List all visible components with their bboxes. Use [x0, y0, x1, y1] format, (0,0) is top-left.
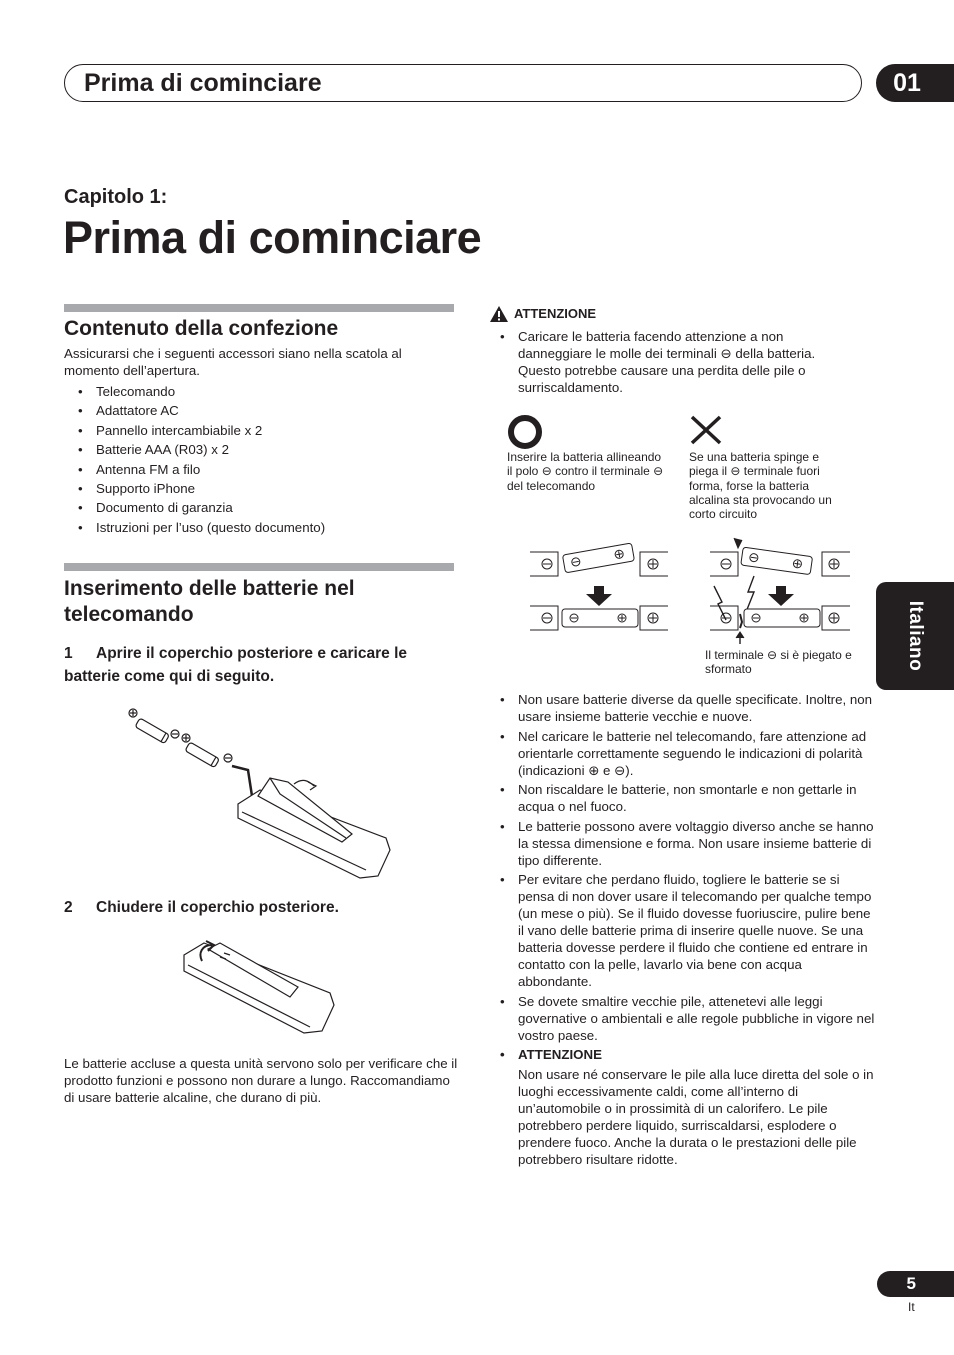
warning-icon [489, 305, 509, 323]
chapter-label: Capitolo 1: [64, 186, 168, 208]
list-item: • Adattatore AC [64, 401, 454, 420]
remote-open-illustration [120, 700, 400, 885]
section-divider [64, 304, 454, 312]
correct-mark-icon [507, 413, 547, 451]
section-divider [64, 563, 454, 571]
list-item: • Istruzioni per l’uso (questo documento) [64, 518, 454, 537]
list-item: • Caricare le batteria facendo attenzione a non danneggiare le molle dei terminali ⊖ della batteria. Questo potrebbe causare una perdita delle pile o surriscaldamento. [500, 328, 860, 396]
caution-label: ATTENZIONE [514, 306, 597, 321]
list-item: • Batterie AAA (R03) x 2 [64, 440, 454, 459]
chapter-number-badge: 01 [876, 64, 954, 102]
list-item: • Pannello intercambiabile x 2 [64, 421, 454, 440]
language-tab [876, 582, 954, 690]
wrong-caption: Se una batteria spinge e piega il ⊖ terminale fuori forma, forse la batteria alcalina sta provocando un corto circuito [689, 450, 832, 522]
wrong-mark-icon [688, 413, 728, 449]
chapter-title: Prima di cominciare [63, 212, 482, 263]
list-item: • ATTENZIONE [500, 1046, 876, 1063]
correct-caption: Inserire la batteria allineando il polo ⊖ contro il terminale ⊖ del telecomando [507, 450, 664, 493]
list-item: • Telecomando [64, 382, 454, 401]
list-item: • Documento di garanzia [64, 498, 454, 517]
list-item: • Antenna FM a filo [64, 460, 454, 479]
list-item: • Le batterie possono avere voltaggio diverso anche se hanno la stessa dimensione e forma. Non usare insieme batterie di tipo differente. [500, 818, 876, 869]
batteries-footnote: Le batterie accluse a questa unità servono solo per verificare che il prodotto funzioni e possono non durare a lungo. Raccomandiamo di usare batterie alcaline, che durano di più. [64, 1056, 458, 1105]
list-item: • Non usare batterie diverse da quelle specificate. Inoltre, non usare insieme batterie vecchie e nuove. [500, 691, 876, 725]
contents-heading: Contenuto della confezione [64, 317, 339, 340]
list-item: • Non riscaldare le batterie, non smontarle e non gettarle in acqua o nel fuoco. [500, 781, 876, 815]
caution-list [500, 328, 860, 399]
notes-warning-text: Non usare né conservare le pile alla luce diretta del sole o in luoghi eccessivamente caldi, come all’interno di un’automobile o in prossimità di un calorifero. Le pile potrebbero perdere liquido, surriscaldarsi, esplodere o prendere fuoco. Anche la durata o le prestazioni delle pile potrebbero risultare ridotte. [518, 1067, 874, 1167]
list-item: • Per evitare che perdano fluido, togliere le batterie se si pensa di non dover usare il telecomando per qualche tempo (un mese o più). Se il fluido dovesse fuoriuscire, pulire bene il vano delle batterie prima di inserire quelle nuove. Se una batteria dovesse perdere il fluido che contiene ed entrare in contatto con la pelle, lavarlo via bene con acqua abbondante. [500, 871, 876, 990]
contents-list [64, 382, 454, 537]
notes-list [500, 691, 876, 1066]
list-item: • Supporto iPhone [64, 479, 454, 498]
page-language-code: It [908, 1300, 915, 1314]
step-2: 2 Chiudere il coperchio posteriore. [64, 896, 454, 919]
list-item: • Nel caricare le batterie nel telecomando, fare attenzione ad orientarle correttamente seguendo le indicazioni di polarità (indicazioni ⊕ e ⊖). [500, 728, 876, 779]
step-number: 2 [64, 899, 73, 916]
language-label: Italiano [905, 600, 926, 672]
battery-terminal-diagram [528, 530, 858, 650]
list-item: • Se dovete smaltire vecchie pile, attenetevi alle leggi governative o ambientali e alle regole pubbliche in vigore nel vostro paese. [500, 993, 876, 1044]
page-number: 5 [877, 1271, 954, 1297]
header-title: Prima di cominciare [84, 69, 322, 97]
contents-intro: Assicurarsi che i seguenti accessori siano nella scatola al momento dell’apertura. [64, 346, 402, 378]
step-1: 1 Aprire il coperchio posteriore e caricare le batterie come qui di seguito. [64, 642, 454, 688]
batteries-heading: Inserimento delle batterie nel telecomando [64, 577, 355, 626]
bent-terminal-caption: Il terminale ⊖ si è piegato e sformato [705, 648, 852, 677]
remote-closed-illustration [180, 935, 340, 1040]
step-number: 1 [64, 645, 73, 662]
